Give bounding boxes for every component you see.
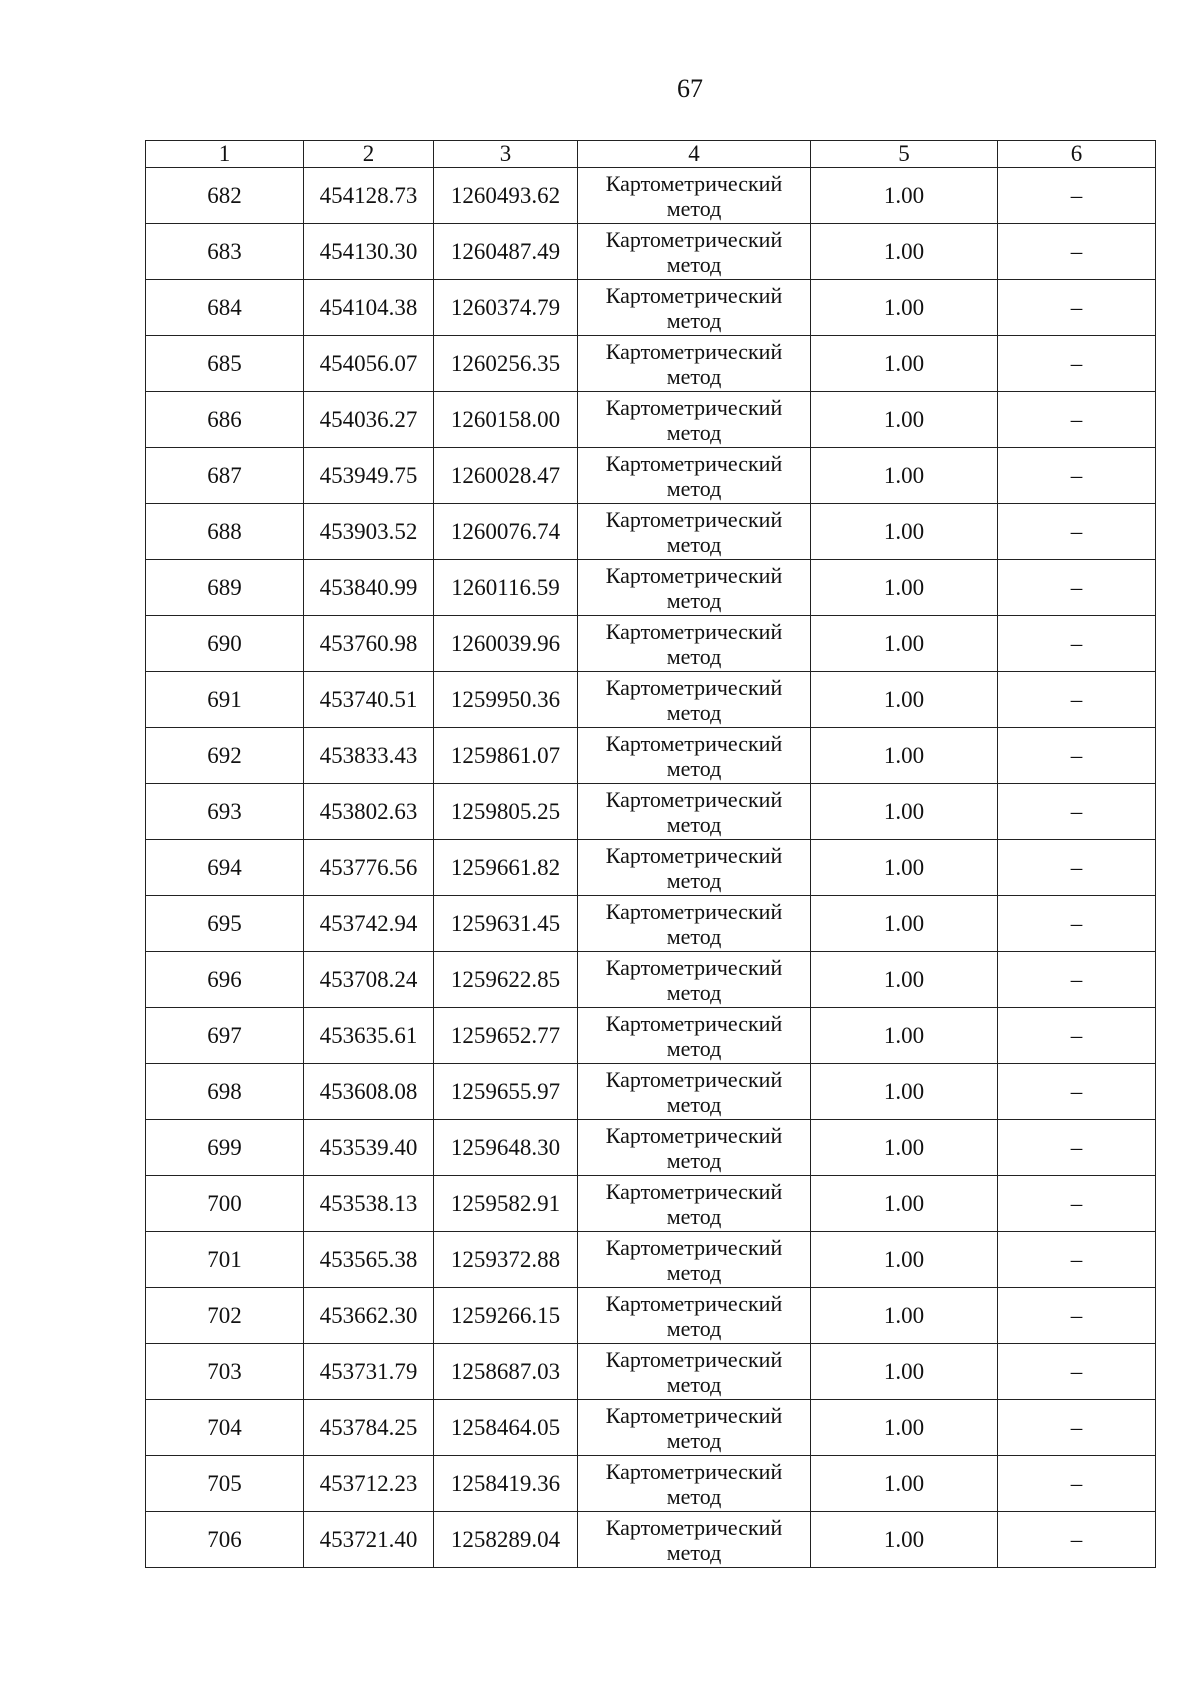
x-coordinate-cell: 453760.98: [304, 616, 434, 672]
table-body: [146, 168, 1156, 1568]
accuracy-cell: 1.00: [811, 1512, 998, 1568]
x-coordinate-cell: 453740.51: [304, 672, 434, 728]
accuracy-cell: 1.00: [811, 784, 998, 840]
x-coordinate-cell: 453833.43: [304, 728, 434, 784]
accuracy-cell: 1.00: [811, 1232, 998, 1288]
method-line-2: метод: [666, 699, 722, 725]
method-line-2: метод: [666, 419, 722, 445]
y-coordinate-cell: 1259582.91: [434, 1176, 578, 1232]
method-line-1: Картометрический: [605, 954, 783, 980]
note-cell: –: [998, 1064, 1156, 1120]
table-row: [146, 448, 1156, 504]
note-cell: –: [998, 280, 1156, 336]
y-coordinate-cell: 1258464.05: [434, 1400, 578, 1456]
point-number-cell: 702: [146, 1288, 304, 1344]
table-row: [146, 560, 1156, 616]
point-number-cell: 704: [146, 1400, 304, 1456]
x-coordinate-cell: 453776.56: [304, 840, 434, 896]
accuracy-cell: 1.00: [811, 448, 998, 504]
x-coordinate-cell: 453784.25: [304, 1400, 434, 1456]
note-cell: –: [998, 560, 1156, 616]
point-number-cell: 683: [146, 224, 304, 280]
method-line-1: Картометрический: [605, 1122, 783, 1148]
x-coordinate-cell: 453608.08: [304, 1064, 434, 1120]
header-cell-4: 4: [578, 141, 811, 168]
method-line-2: метод: [666, 1035, 722, 1061]
y-coordinate-cell: 1258419.36: [434, 1456, 578, 1512]
method-line-2: метод: [666, 251, 722, 277]
table-row: [146, 1232, 1156, 1288]
method-line-2: метод: [666, 195, 722, 221]
x-coordinate-cell: 453949.75: [304, 448, 434, 504]
note-cell: –: [998, 784, 1156, 840]
method-line-2: метод: [666, 755, 722, 781]
method-line-1: Картометрический: [605, 282, 783, 308]
y-coordinate-cell: 1259861.07: [434, 728, 578, 784]
point-number-cell: 691: [146, 672, 304, 728]
header-cell-1: 1: [146, 141, 304, 168]
header-cell-5: 5: [811, 141, 998, 168]
y-coordinate-cell: 1260493.62: [434, 168, 578, 224]
method-cell: [578, 224, 811, 280]
header-cell-2: 2: [304, 141, 434, 168]
method-line-2: метод: [666, 1259, 722, 1285]
table-row: [146, 504, 1156, 560]
table-row: [146, 616, 1156, 672]
method-cell: [578, 840, 811, 896]
accuracy-cell: 1.00: [811, 1176, 998, 1232]
point-number-cell: 694: [146, 840, 304, 896]
y-coordinate-cell: 1258687.03: [434, 1344, 578, 1400]
note-cell: –: [998, 1232, 1156, 1288]
table-row: [146, 1456, 1156, 1512]
accuracy-cell: 1.00: [811, 616, 998, 672]
x-coordinate-cell: 453538.13: [304, 1176, 434, 1232]
method-cell: [578, 504, 811, 560]
method-cell: [578, 952, 811, 1008]
accuracy-cell: 1.00: [811, 504, 998, 560]
point-number-cell: 688: [146, 504, 304, 560]
point-number-cell: 692: [146, 728, 304, 784]
note-cell: –: [998, 840, 1156, 896]
method-line-1: Картометрический: [605, 1346, 783, 1372]
method-cell: [578, 728, 811, 784]
accuracy-cell: 1.00: [811, 840, 998, 896]
method-cell: [578, 280, 811, 336]
method-line-1: Картометрический: [605, 618, 783, 644]
x-coordinate-cell: 454130.30: [304, 224, 434, 280]
accuracy-cell: 1.00: [811, 1120, 998, 1176]
table-row: [146, 1400, 1156, 1456]
method-cell: [578, 1232, 811, 1288]
x-coordinate-cell: 453539.40: [304, 1120, 434, 1176]
method-line-2: метод: [666, 475, 722, 501]
y-coordinate-cell: 1259655.97: [434, 1064, 578, 1120]
method-line-2: метод: [666, 811, 722, 837]
method-line-1: Картометрический: [605, 1290, 783, 1316]
table-row: [146, 952, 1156, 1008]
coordinates-table: [145, 140, 1156, 1568]
y-coordinate-cell: 1259372.88: [434, 1232, 578, 1288]
point-number-cell: 693: [146, 784, 304, 840]
method-line-2: метод: [666, 363, 722, 389]
y-coordinate-cell: 1260374.79: [434, 280, 578, 336]
point-number-cell: 705: [146, 1456, 304, 1512]
point-number-cell: 689: [146, 560, 304, 616]
accuracy-cell: 1.00: [811, 224, 998, 280]
note-cell: –: [998, 952, 1156, 1008]
page-number: 67: [677, 74, 703, 103]
method-cell: [578, 896, 811, 952]
point-number-cell: 695: [146, 896, 304, 952]
note-cell: –: [998, 1400, 1156, 1456]
x-coordinate-cell: 453903.52: [304, 504, 434, 560]
accuracy-cell: 1.00: [811, 728, 998, 784]
method-cell: [578, 336, 811, 392]
method-line-1: Картометрический: [605, 338, 783, 364]
method-cell: [578, 672, 811, 728]
note-cell: –: [998, 1176, 1156, 1232]
table-row: [146, 280, 1156, 336]
table-row: [146, 728, 1156, 784]
y-coordinate-cell: 1259805.25: [434, 784, 578, 840]
method-cell: [578, 168, 811, 224]
note-cell: –: [998, 616, 1156, 672]
accuracy-cell: 1.00: [811, 336, 998, 392]
accuracy-cell: 1.00: [811, 672, 998, 728]
y-coordinate-cell: 1259950.36: [434, 672, 578, 728]
table-row: [146, 336, 1156, 392]
header-row: [146, 141, 1156, 168]
method-cell: [578, 392, 811, 448]
table-row: [146, 392, 1156, 448]
y-coordinate-cell: 1260487.49: [434, 224, 578, 280]
method-line-1: Картометрический: [605, 170, 783, 196]
method-line-2: метод: [666, 1091, 722, 1117]
table-row: [146, 168, 1156, 224]
method-line-2: метод: [666, 587, 722, 613]
coordinates-table-container: [145, 140, 1155, 1568]
point-number-cell: 682: [146, 168, 304, 224]
point-number-cell: 685: [146, 336, 304, 392]
note-cell: –: [998, 336, 1156, 392]
method-cell: [578, 1512, 811, 1568]
method-line-2: метод: [666, 923, 722, 949]
table-row: [146, 1120, 1156, 1176]
note-cell: –: [998, 1120, 1156, 1176]
method-line-2: метод: [666, 643, 722, 669]
method-cell: [578, 1176, 811, 1232]
method-line-2: метод: [666, 1539, 722, 1565]
table-row: [146, 1064, 1156, 1120]
x-coordinate-cell: 453721.40: [304, 1512, 434, 1568]
table-row: [146, 1288, 1156, 1344]
x-coordinate-cell: 453742.94: [304, 896, 434, 952]
method-line-2: метод: [666, 979, 722, 1005]
method-cell: [578, 616, 811, 672]
y-coordinate-cell: 1260076.74: [434, 504, 578, 560]
note-cell: –: [998, 1008, 1156, 1064]
table-row: [146, 1512, 1156, 1568]
method-line-1: Картометрический: [605, 898, 783, 924]
point-number-cell: 699: [146, 1120, 304, 1176]
method-line-1: Картометрический: [605, 1066, 783, 1092]
x-coordinate-cell: 454036.27: [304, 392, 434, 448]
method-line-1: Картометрический: [605, 506, 783, 532]
method-line-1: Картометрический: [605, 730, 783, 756]
method-line-2: метод: [666, 1371, 722, 1397]
point-number-cell: 696: [146, 952, 304, 1008]
table-row: [146, 224, 1156, 280]
method-cell: [578, 784, 811, 840]
method-line-2: метод: [666, 1203, 722, 1229]
method-line-2: метод: [666, 1483, 722, 1509]
note-cell: –: [998, 1456, 1156, 1512]
table-row: [146, 840, 1156, 896]
table-row: [146, 1008, 1156, 1064]
accuracy-cell: 1.00: [811, 896, 998, 952]
accuracy-cell: 1.00: [811, 280, 998, 336]
method-line-2: метод: [666, 867, 722, 893]
y-coordinate-cell: 1259631.45: [434, 896, 578, 952]
accuracy-cell: 1.00: [811, 1008, 998, 1064]
point-number-cell: 697: [146, 1008, 304, 1064]
x-coordinate-cell: 453802.63: [304, 784, 434, 840]
note-cell: –: [998, 504, 1156, 560]
method-cell: [578, 1456, 811, 1512]
note-cell: –: [998, 224, 1156, 280]
y-coordinate-cell: 1260039.96: [434, 616, 578, 672]
y-coordinate-cell: 1259648.30: [434, 1120, 578, 1176]
accuracy-cell: 1.00: [811, 1344, 998, 1400]
y-coordinate-cell: 1260256.35: [434, 336, 578, 392]
x-coordinate-cell: 453662.30: [304, 1288, 434, 1344]
accuracy-cell: 1.00: [811, 1456, 998, 1512]
point-number-cell: 687: [146, 448, 304, 504]
point-number-cell: 706: [146, 1512, 304, 1568]
point-number-cell: 686: [146, 392, 304, 448]
method-cell: [578, 1064, 811, 1120]
accuracy-cell: 1.00: [811, 952, 998, 1008]
note-cell: –: [998, 728, 1156, 784]
point-number-cell: 703: [146, 1344, 304, 1400]
method-line-2: метод: [666, 1147, 722, 1173]
method-cell: [578, 560, 811, 616]
table-row: [146, 1176, 1156, 1232]
note-cell: –: [998, 1512, 1156, 1568]
note-cell: –: [998, 1288, 1156, 1344]
y-coordinate-cell: 1258289.04: [434, 1512, 578, 1568]
method-line-1: Картометрический: [605, 1234, 783, 1260]
note-cell: –: [998, 392, 1156, 448]
accuracy-cell: 1.00: [811, 560, 998, 616]
method-line-2: метод: [666, 1427, 722, 1453]
method-cell: [578, 1120, 811, 1176]
accuracy-cell: 1.00: [811, 1288, 998, 1344]
method-cell: [578, 1288, 811, 1344]
point-number-cell: 700: [146, 1176, 304, 1232]
method-line-2: метод: [666, 1315, 722, 1341]
y-coordinate-cell: 1259652.77: [434, 1008, 578, 1064]
y-coordinate-cell: 1259266.15: [434, 1288, 578, 1344]
note-cell: –: [998, 448, 1156, 504]
method-line-1: Картометрический: [605, 562, 783, 588]
table-row: [146, 784, 1156, 840]
method-line-1: Картометрический: [605, 842, 783, 868]
method-line-1: Картометрический: [605, 450, 783, 476]
x-coordinate-cell: 453712.23: [304, 1456, 434, 1512]
method-line-1: Картометрический: [605, 1402, 783, 1428]
y-coordinate-cell: 1259661.82: [434, 840, 578, 896]
x-coordinate-cell: 453635.61: [304, 1008, 434, 1064]
x-coordinate-cell: 454128.73: [304, 168, 434, 224]
header-cell-3: 3: [434, 141, 578, 168]
method-line-1: Картометрический: [605, 1458, 783, 1484]
method-line-1: Картометрический: [605, 1178, 783, 1204]
point-number-cell: 698: [146, 1064, 304, 1120]
table-row: [146, 896, 1156, 952]
x-coordinate-cell: 453731.79: [304, 1344, 434, 1400]
method-line-1: Картометрический: [605, 226, 783, 252]
note-cell: –: [998, 672, 1156, 728]
method-line-1: Картометрический: [605, 786, 783, 812]
note-cell: –: [998, 168, 1156, 224]
y-coordinate-cell: 1259622.85: [434, 952, 578, 1008]
y-coordinate-cell: 1260158.00: [434, 392, 578, 448]
method-cell: [578, 1008, 811, 1064]
method-line-1: Картометрический: [605, 1514, 783, 1540]
x-coordinate-cell: 453840.99: [304, 560, 434, 616]
method-line-1: Картометрический: [605, 394, 783, 420]
note-cell: –: [998, 896, 1156, 952]
x-coordinate-cell: 454056.07: [304, 336, 434, 392]
note-cell: –: [998, 1344, 1156, 1400]
table-header: [146, 141, 1156, 168]
x-coordinate-cell: 454104.38: [304, 280, 434, 336]
accuracy-cell: 1.00: [811, 168, 998, 224]
point-number-cell: 684: [146, 280, 304, 336]
header-cell-6: 6: [998, 141, 1156, 168]
method-cell: [578, 448, 811, 504]
method-line-1: Картометрический: [605, 1010, 783, 1036]
point-number-cell: 701: [146, 1232, 304, 1288]
method-line-2: метод: [666, 531, 722, 557]
table-row: [146, 1344, 1156, 1400]
method-line-1: Картометрический: [605, 674, 783, 700]
point-number-cell: 690: [146, 616, 304, 672]
accuracy-cell: 1.00: [811, 392, 998, 448]
accuracy-cell: 1.00: [811, 1064, 998, 1120]
y-coordinate-cell: 1260028.47: [434, 448, 578, 504]
method-cell: [578, 1344, 811, 1400]
x-coordinate-cell: 453565.38: [304, 1232, 434, 1288]
table-row: [146, 672, 1156, 728]
method-line-2: метод: [666, 307, 722, 333]
y-coordinate-cell: 1260116.59: [434, 560, 578, 616]
accuracy-cell: 1.00: [811, 1400, 998, 1456]
method-cell: [578, 1400, 811, 1456]
x-coordinate-cell: 453708.24: [304, 952, 434, 1008]
